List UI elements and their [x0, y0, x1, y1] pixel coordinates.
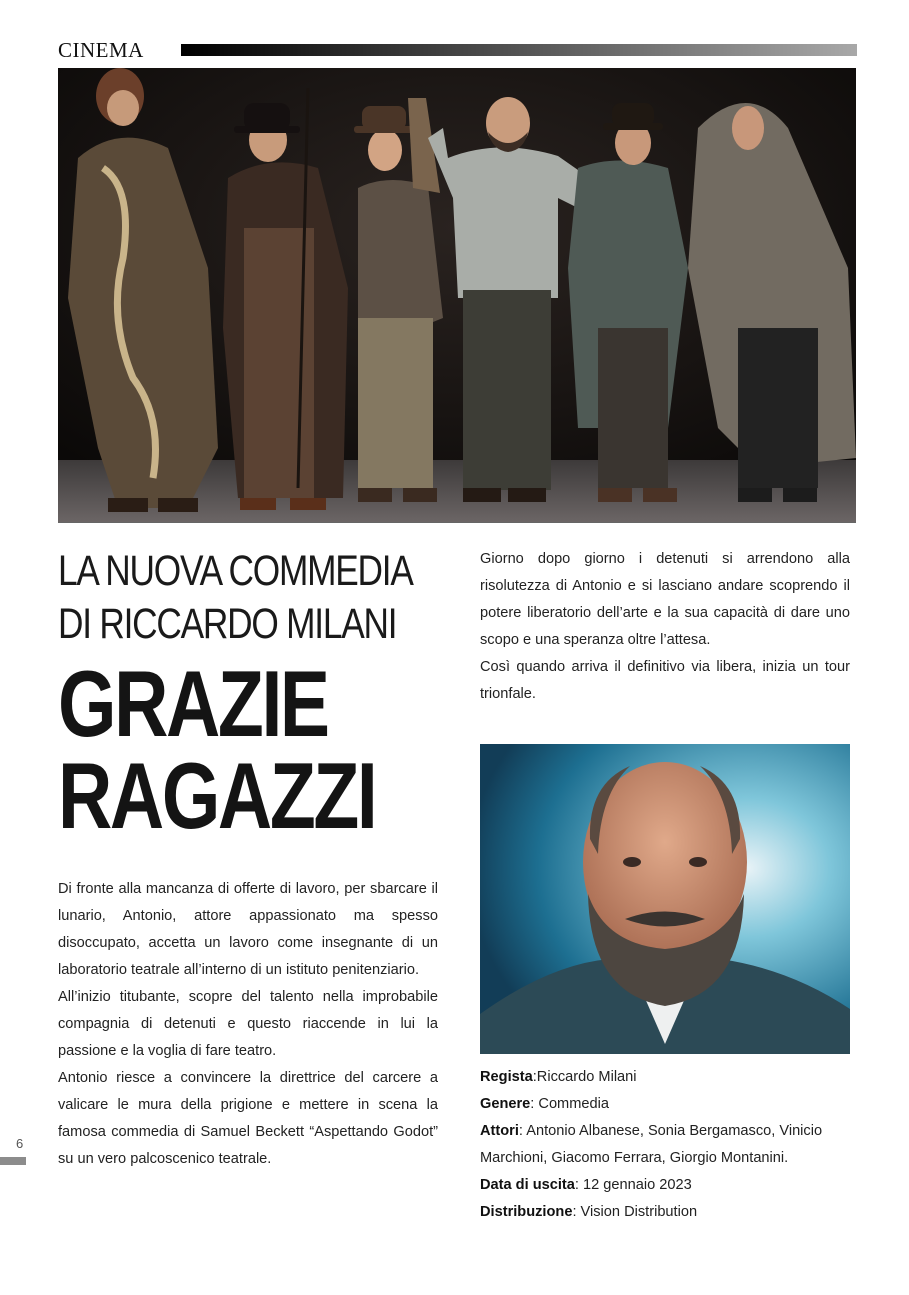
title-line: GRAZIE	[58, 651, 328, 756]
body-paragraph: All’inizio titubante, scopre del talento nella improbabile compagnia di detenuti e questo riaccende in lui la passione e la voglia di fare teatro.	[58, 989, 438, 1059]
credit-label: Attori	[480, 1123, 519, 1139]
credit-row	[480, 1064, 860, 1091]
article-kicker	[58, 545, 413, 651]
film-credits	[480, 1064, 860, 1226]
body-paragraph: Di fronte alla mancanza di offerte di lavoro, per sbarcare il lunario, Antonio, attore appassionato ma spesso disoccupato, accetta un lavoro come insegnante di un laboratorio teatrale all’interno di un istituto penitenziario.	[58, 881, 438, 978]
credit-label: Genere	[480, 1096, 531, 1112]
section-label: CINEMA	[58, 38, 144, 62]
header-bar	[181, 44, 857, 56]
credit-label: Regista	[480, 1069, 533, 1085]
page-marker	[0, 1157, 26, 1165]
kicker-line: LA NUOVA COMMEDIA	[58, 547, 413, 595]
credit-separator: :	[518, 1123, 527, 1139]
body-paragraph: Giorno dopo giorno i detenuti si arrendono alla risolutezza di Antonio e si lasciano andare scoprendo il potere liberatorio dell’arte e la sua capacità di dare uno scopo e una speranza oltre l’attesa.	[480, 551, 850, 648]
article-body-right	[480, 546, 850, 708]
credit-value: Antonio Albanese, Sonia Bergamasco, Vinicio Marchioni, Giacomo Ferrara, Giorgio Montanini.	[480, 1123, 823, 1166]
page-number: 6	[16, 1136, 24, 1151]
body-paragraph: Così quando arriva il definitivo via libera, inizia un tour trionfale.	[480, 659, 850, 702]
kicker-line: DI RICCARDO MILANI	[58, 600, 397, 648]
credit-separator: :	[532, 1069, 537, 1085]
portrait-photo	[480, 744, 850, 1054]
credit-row	[480, 1091, 860, 1118]
credit-separator: :	[572, 1204, 581, 1220]
credit-value: 12 gennaio 2023	[583, 1177, 692, 1193]
credit-separator: :	[530, 1096, 539, 1112]
credit-separator: :	[574, 1177, 583, 1193]
body-paragraph: Antonio riesce a convincere la direttrice del carcere a valicare le mura della prigione e mettere in scena la famosa commedia di Samuel Beckett “Aspettando Godot” su un vero palcoscenico teatrale.	[58, 1070, 438, 1167]
credit-row	[480, 1199, 860, 1226]
credit-row	[480, 1172, 860, 1199]
article-title	[58, 651, 376, 848]
credit-row	[480, 1118, 860, 1172]
article-body-left	[58, 876, 438, 1173]
title-line: RAGAZZI	[58, 743, 376, 848]
credit-label: Distribuzione	[480, 1204, 573, 1220]
credit-value: Commedia	[538, 1096, 609, 1112]
credit-label: Data di uscita	[480, 1177, 575, 1193]
credit-value: Riccardo Milani	[536, 1069, 637, 1085]
credit-value: Vision Distribution	[580, 1204, 698, 1220]
hero-photo	[58, 68, 856, 523]
